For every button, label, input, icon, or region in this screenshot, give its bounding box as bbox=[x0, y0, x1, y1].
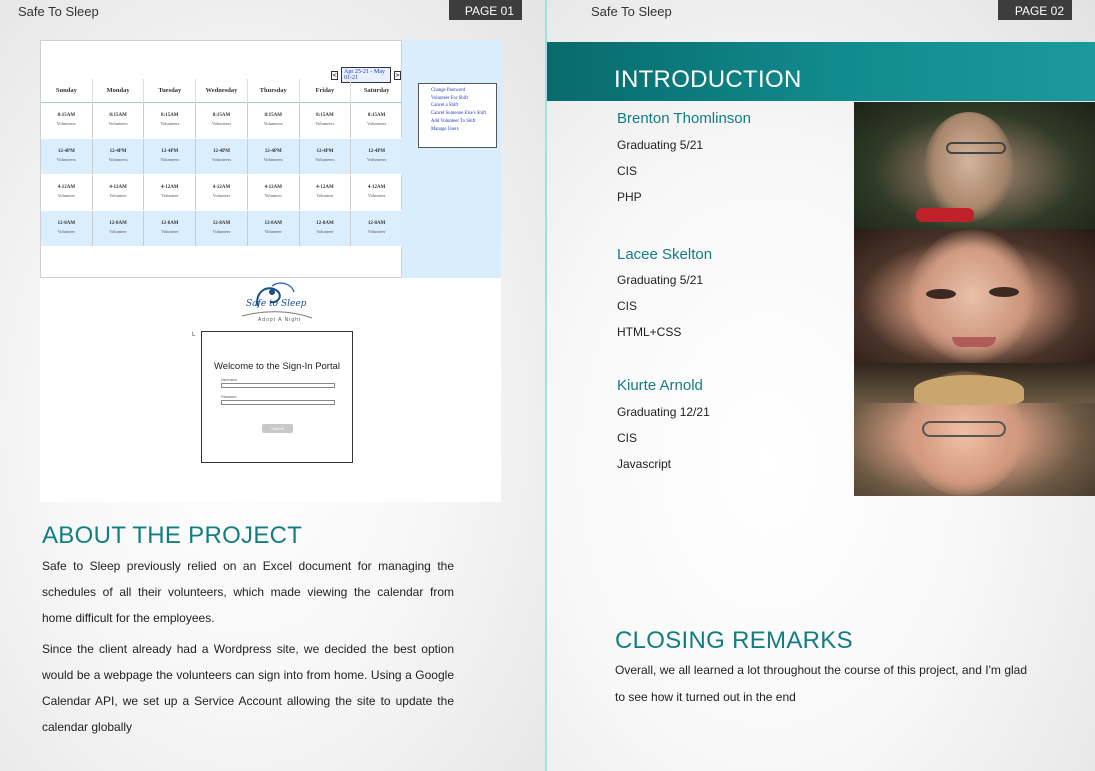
shift-label: Volunteers bbox=[263, 157, 283, 162]
calendar-shift-cell[interactable] bbox=[93, 103, 145, 138]
calendar-row bbox=[41, 175, 403, 211]
calendar-shift-cell[interactable] bbox=[300, 139, 352, 174]
shift-label: Volunteer bbox=[316, 193, 334, 198]
shift-time: 4-12AM bbox=[212, 185, 231, 190]
page-number-tag: PAGE 01 bbox=[449, 0, 522, 20]
calendar-menu-item[interactable]: Cancel a Shift bbox=[431, 103, 459, 109]
calendar-action-menu bbox=[418, 83, 497, 148]
shift-label: Volunteer bbox=[316, 229, 334, 234]
calendar-shift-cell[interactable] bbox=[144, 103, 196, 138]
hair-shape bbox=[914, 375, 1024, 405]
shift-time: 12-8AM bbox=[264, 221, 282, 226]
shift-time: 8:15AM bbox=[367, 113, 386, 118]
calendar-shift-cell[interactable] bbox=[93, 139, 145, 174]
closing-heading: CLOSING REMARKS bbox=[615, 627, 853, 654]
shift-time: 12-8AM bbox=[109, 221, 127, 226]
calendar-sidebar bbox=[402, 40, 501, 278]
calendar-date-range: Apr 25-21 - May 01-21 bbox=[341, 67, 391, 83]
shift-time: 4-12AM bbox=[161, 185, 179, 190]
username-field[interactable] bbox=[221, 383, 335, 388]
closing-paragraph: Overall, we all learned a lot throughout the course of this project, and I'm glad to see how it turned out in the end bbox=[615, 663, 1027, 704]
eye-shape bbox=[926, 289, 956, 299]
calendar-header bbox=[41, 79, 403, 103]
about-heading: ABOUT THE PROJECT bbox=[42, 522, 303, 549]
shift-time: 4-12AM bbox=[367, 185, 386, 190]
face-shape bbox=[924, 112, 1014, 222]
safe-to-sleep-logo bbox=[236, 276, 318, 328]
shift-label: Volunteers bbox=[160, 121, 180, 126]
introduction-heading: INTRODUCTION bbox=[614, 66, 802, 93]
calendar-shift-cell[interactable] bbox=[196, 211, 248, 246]
shift-label: Volunteers bbox=[160, 157, 180, 162]
calendar-shift-cell[interactable] bbox=[196, 139, 248, 174]
running-title: Safe To Sleep bbox=[18, 4, 99, 19]
shift-label: Volunteer bbox=[161, 229, 179, 234]
member-name: Brenton Thomlinson bbox=[617, 110, 751, 127]
shift-time: 12-4PM bbox=[316, 149, 334, 154]
member-skill: Javascript bbox=[617, 457, 672, 471]
about-paragraph-2: Since the client already had a Wordpress site, we decided the best option would be a webpage the volunteers can sign into from home. Using a Google Calendar API, we set up a Service Account allowing the site to update the calendar globally bbox=[42, 642, 454, 734]
shift-label: Volunteer bbox=[367, 229, 386, 234]
eye-shape bbox=[989, 287, 1019, 297]
calendar-shift-cell[interactable] bbox=[248, 139, 300, 174]
calendar-shift-cell[interactable] bbox=[196, 103, 248, 138]
shift-time: 12-4PM bbox=[57, 149, 75, 154]
calendar-shift-cell[interactable] bbox=[41, 103, 93, 138]
page-number-tag: PAGE 02 bbox=[998, 0, 1072, 20]
member-photo bbox=[854, 363, 1095, 496]
day-header: Monday bbox=[93, 79, 145, 103]
day-header: Wednesday bbox=[196, 79, 248, 103]
calendar-shift-cell[interactable] bbox=[144, 211, 196, 246]
shift-label: Volunteers bbox=[211, 121, 232, 126]
shift-label: Volunteers bbox=[108, 121, 128, 126]
member-major: CIS bbox=[617, 431, 638, 445]
shift-time: 8:15AM bbox=[316, 113, 334, 118]
member-graduation: Graduating 5/21 bbox=[617, 138, 704, 152]
calendar-shift-cell[interactable] bbox=[93, 211, 145, 246]
shift-time: 4-12AM bbox=[109, 185, 127, 190]
shift-label: Volunteer bbox=[264, 229, 282, 234]
shift-time: 8:15AM bbox=[109, 113, 127, 118]
shift-time: 8:15AM bbox=[57, 113, 76, 118]
member-skill: PHP bbox=[617, 190, 642, 204]
shift-time: 12-8AM bbox=[367, 221, 386, 226]
signin-title: Welcome to the Sign-In Portal bbox=[213, 361, 341, 372]
page-01 bbox=[0, 0, 545, 771]
calendar-shift-cell[interactable] bbox=[196, 175, 248, 210]
calendar-menu-item[interactable]: Change Password bbox=[431, 88, 466, 93]
shift-time: 8:15AM bbox=[264, 113, 282, 118]
shift-label: Volunteers bbox=[211, 157, 232, 162]
shift-time: 8:15AM bbox=[161, 113, 179, 118]
shift-time: 12-8AM bbox=[316, 221, 334, 226]
calendar-shift-cell[interactable] bbox=[351, 103, 403, 138]
calendar-menu-item[interactable]: Manage Users bbox=[431, 126, 459, 132]
page-02 bbox=[545, 0, 1095, 771]
member-photo bbox=[854, 102, 1095, 229]
day-header: Thursday bbox=[248, 79, 300, 103]
calendar-row bbox=[41, 139, 403, 175]
calendar-shift-cell[interactable] bbox=[144, 175, 196, 210]
member-major: CIS bbox=[617, 164, 638, 178]
shift-label: Volunteer bbox=[212, 193, 231, 198]
mouth-shape bbox=[952, 337, 996, 347]
shift-label: Volunteer bbox=[264, 193, 282, 198]
calendar-shift-cell[interactable] bbox=[248, 175, 300, 210]
shift-time: 4-12AM bbox=[316, 185, 334, 190]
shift-time: 12-8AM bbox=[57, 221, 76, 226]
member-graduation: Graduating 5/21 bbox=[617, 273, 704, 287]
day-header: Friday bbox=[300, 79, 352, 103]
project-screenshot bbox=[40, 40, 501, 502]
logo-script-text: Safe to Sleep bbox=[246, 299, 307, 309]
shift-label: Volunteer bbox=[109, 193, 127, 198]
calendar-shift-cell[interactable] bbox=[41, 175, 93, 210]
stray-mark: L bbox=[192, 332, 196, 338]
signin-portal-screenshot bbox=[201, 331, 353, 463]
calendar-shift-cell[interactable] bbox=[300, 175, 352, 210]
calendar-shift-cell[interactable] bbox=[41, 211, 93, 246]
calendar-row bbox=[41, 103, 403, 139]
calendar-shift-cell[interactable] bbox=[300, 103, 352, 138]
shift-label: Volunteer bbox=[57, 193, 76, 198]
member-graduation: Graduating 12/21 bbox=[617, 405, 710, 419]
shift-label: Volunteer bbox=[161, 193, 179, 198]
calendar-menu-item[interactable]: Cancel Someone Else's Shift bbox=[431, 111, 487, 117]
password-field[interactable] bbox=[221, 400, 335, 405]
shift-label: Volunteers bbox=[315, 121, 335, 126]
shift-label: Volunteers bbox=[367, 121, 387, 126]
day-header: Saturday bbox=[351, 79, 403, 103]
calendar-menu-item[interactable]: Volunteer For Shift bbox=[431, 95, 468, 101]
introduction-banner bbox=[547, 42, 1095, 101]
calendar-row bbox=[41, 211, 403, 247]
calendar-shift-cell[interactable] bbox=[144, 139, 196, 174]
calendar-shift-cell[interactable] bbox=[351, 211, 403, 246]
member-name: Lacee Skelton bbox=[617, 246, 713, 263]
member-name: Kiurte Arnold bbox=[617, 377, 703, 394]
shift-time: 12-4PM bbox=[264, 149, 282, 154]
username-label: Username bbox=[221, 378, 238, 382]
glasses-shape bbox=[946, 142, 1006, 154]
shift-label: Volunteer bbox=[367, 193, 386, 198]
password-label: Password bbox=[221, 395, 237, 399]
member-major: CIS bbox=[617, 299, 638, 313]
calendar-rows bbox=[41, 103, 403, 247]
calendar-shift-cell[interactable] bbox=[41, 139, 93, 174]
shift-label: Volunteers bbox=[56, 157, 76, 162]
bowtie-shape bbox=[916, 208, 974, 222]
about-paragraph-1: Safe to Sleep previously relied on an Excel document for managing the schedules of all their volunteers, which made viewing the calendar from home difficult for the employees. bbox=[42, 559, 454, 625]
calendar-screenshot bbox=[40, 40, 402, 278]
day-header: Tuesday bbox=[144, 79, 196, 103]
shift-time: 12-8AM bbox=[212, 221, 231, 226]
submit-button[interactable]: Submit bbox=[262, 424, 293, 433]
shift-time: 12-4PM bbox=[368, 149, 386, 154]
shift-label: Volunteer bbox=[212, 229, 231, 234]
logo-tagline: Adopt A Night bbox=[258, 317, 302, 323]
shift-time: 12-8AM bbox=[161, 221, 179, 226]
calendar-shift-cell[interactable] bbox=[93, 175, 145, 210]
calendar-prev-button[interactable]: < bbox=[332, 71, 338, 79]
shift-time: 12-4PM bbox=[109, 149, 127, 154]
shift-time: 4-12AM bbox=[264, 185, 282, 190]
calendar-shift-cell[interactable] bbox=[351, 175, 403, 210]
shift-label: Volunteers bbox=[367, 157, 387, 162]
shift-label: Volunteer bbox=[109, 229, 127, 234]
shift-label: Volunteers bbox=[315, 157, 335, 162]
shift-label: Volunteers bbox=[56, 121, 76, 126]
shift-time: 12-4PM bbox=[213, 149, 230, 154]
shift-time: 8:15AM bbox=[212, 113, 231, 118]
calendar-shift-cell[interactable] bbox=[300, 211, 352, 246]
shift-label: Volunteer bbox=[57, 229, 76, 234]
shift-time: 12-4PM bbox=[161, 149, 179, 154]
calendar-shift-cell[interactable] bbox=[248, 211, 300, 246]
shift-time: 4-12AM bbox=[57, 185, 76, 190]
shift-label: Volunteers bbox=[263, 121, 283, 126]
shift-label: Volunteers bbox=[108, 157, 128, 162]
member-skill: HTML+CSS bbox=[617, 325, 682, 339]
day-header: Sunday bbox=[41, 79, 93, 103]
running-title: Safe To Sleep bbox=[591, 4, 672, 19]
member-photo bbox=[854, 229, 1095, 363]
calendar-next-button[interactable]: > bbox=[394, 71, 400, 79]
calendar-menu-item[interactable]: Add Volunteer To Shift bbox=[431, 118, 476, 124]
calendar-shift-cell[interactable] bbox=[248, 103, 300, 138]
glasses-shape bbox=[922, 421, 1006, 437]
calendar-shift-cell[interactable] bbox=[351, 139, 403, 174]
